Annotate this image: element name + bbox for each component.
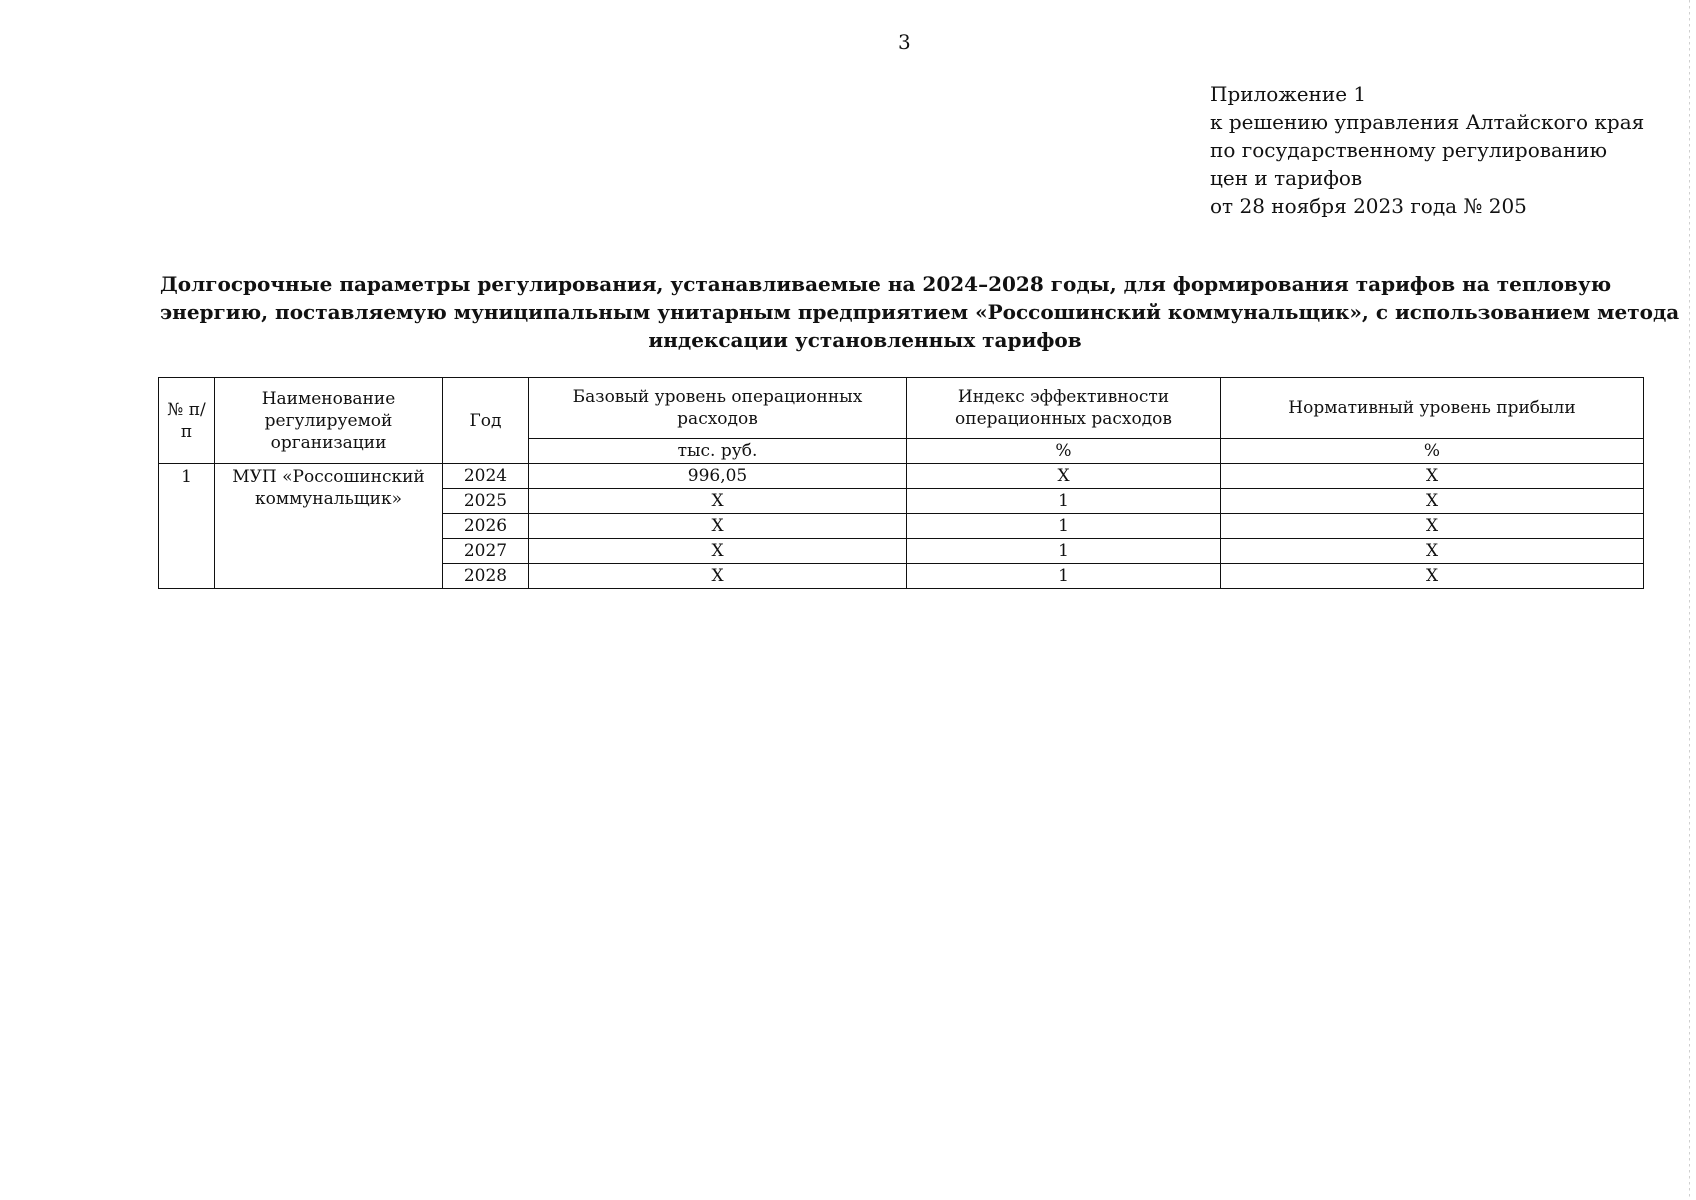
header-efficiency-index: Индекс эффективности операционных расходов [907,378,1221,439]
table-row [159,464,1644,489]
appendix-line: по государственному регулированию [1210,138,1608,162]
cell-base-level: Х [529,564,907,589]
header-year: Год [443,378,529,464]
header-num: № п/п [159,378,215,464]
cell-base-level: 996,05 [529,464,907,489]
appendix-line: цен и тарифов [1210,166,1363,190]
header-base-level: Базовый уровень операционных расходов [529,378,907,439]
cell-profit-level: Х [1221,464,1644,489]
title-line: индексации установленных тарифов [648,328,1082,352]
cell-profit-level: Х [1221,489,1644,514]
document-title [160,270,1680,354]
title-line: Долгосрочные параметры регулирования, устанавливаемые на 2024–2028 годы, для формирования тарифов на тепловую [160,272,1612,296]
cell-efficiency-index: 1 [907,514,1221,539]
cell-year: 2027 [443,539,529,564]
cell-profit-level: Х [1221,514,1644,539]
cell-year: 2028 [443,564,529,589]
appendix-line: от 28 ноября 2023 года № 205 [1210,194,1527,218]
parameters-table [158,377,1644,589]
unit-efficiency-index: % [907,439,1221,464]
appendix-block [1210,80,1644,220]
cell-num: 1 [159,464,215,589]
cell-organization: МУП «Россошинский коммунальщик» [215,464,443,589]
unit-base-level: тыс. руб. [529,439,907,464]
cell-profit-level: Х [1221,564,1644,589]
cell-efficiency-index: 1 [907,489,1221,514]
cell-year: 2026 [443,514,529,539]
cell-efficiency-index: 1 [907,564,1221,589]
table-header-row [159,378,1644,439]
appendix-line: Приложение 1 [1210,82,1367,106]
appendix-line: к решению управления Алтайского края [1210,110,1645,134]
cell-base-level: Х [529,539,907,564]
cell-efficiency-index: Х [907,464,1221,489]
cell-year: 2025 [443,489,529,514]
title-line: энергию, поставляемую муниципальным унитарным предприятием «Россошинский коммунальщик», с использованием метода [160,300,1680,324]
page-number: 3 [898,30,911,54]
cell-efficiency-index: 1 [907,539,1221,564]
cell-profit-level: Х [1221,539,1644,564]
scan-edge [1689,0,1690,1200]
cell-base-level: Х [529,489,907,514]
unit-profit-level: % [1221,439,1644,464]
header-profit-level: Нормативный уровень прибыли [1221,378,1644,439]
cell-year: 2024 [443,464,529,489]
cell-base-level: Х [529,514,907,539]
header-organization: Наименование регулируемой организации [215,378,443,464]
